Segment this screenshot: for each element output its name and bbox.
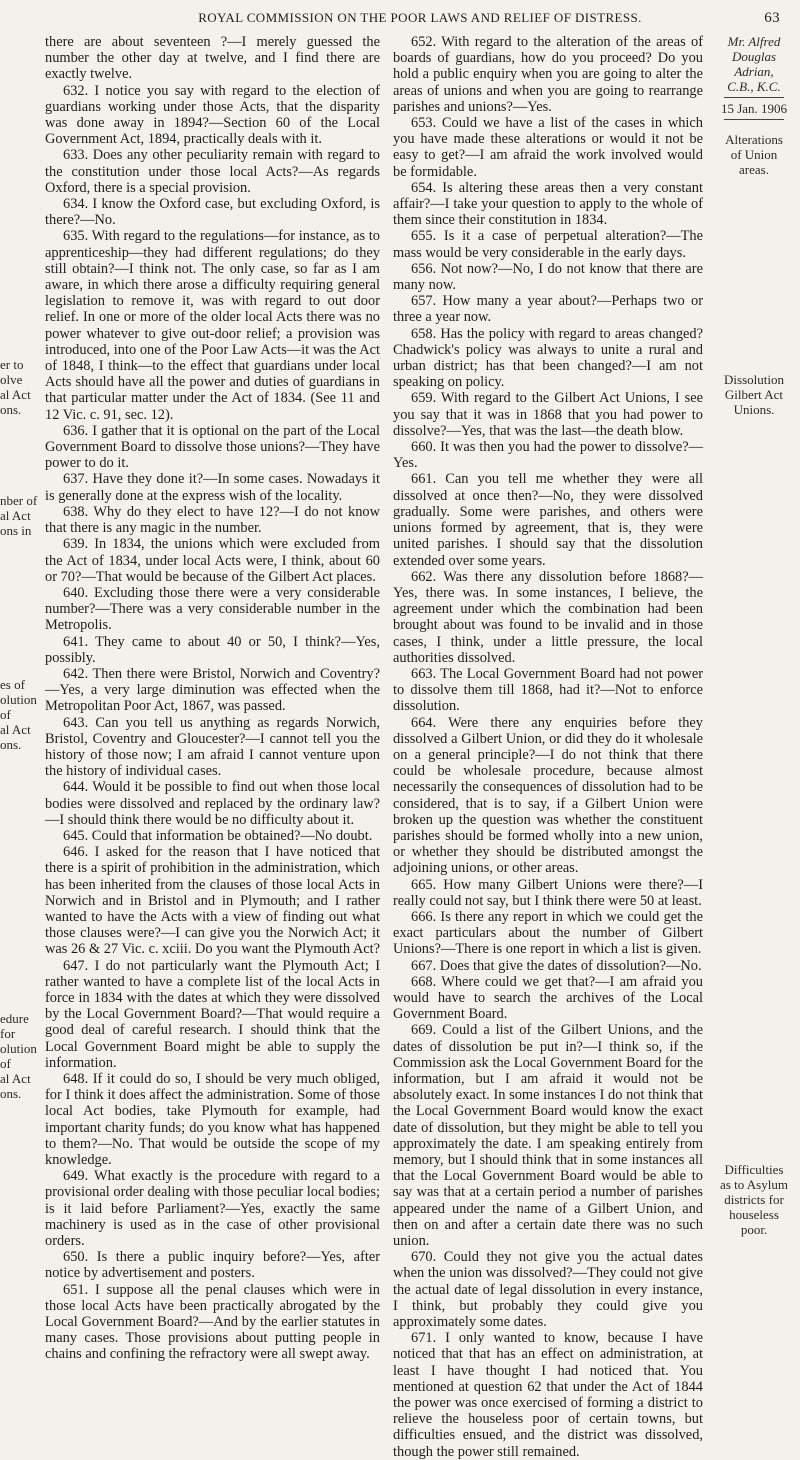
paragraph: 662. Was there any dissolution before 1868?—Yes, there was. In some instances, I believe, the agreement under which the combination had been brought about was found to be invalid and in those cases, I think, under a little pressure, the local authorities dissolved. <box>393 568 703 666</box>
side-note-line: of Union <box>730 147 778 162</box>
paragraph: 670. Could they not give you the actual dates when the union was dissolved?—They could not give the actual date of legal dissolution in every instance, I think, but probably they could give you approximately some dates. <box>393 1249 703 1331</box>
running-title: ROYAL COMMISSION ON THE POOR LAWS AND RELIEF OF DISTRESS. <box>198 10 642 25</box>
paragraph: 648. If it could do so, I should be very much obliged, for I think it does affect the administration. Some of those local Act bodies, take Plymouth for example, had important charity funds; do you know what has happened to them?—No. That would be outside the scope of my knowledge. <box>45 1071 380 1169</box>
paragraph: 653. Could we have a list of the cases in which you have made these alterations or would it not be easy to get?—I am afraid the work involved would be formidable. <box>393 115 703 180</box>
paragraph: 647. I do not particularly want the Plymouth Act; I rather wanted to have a complete list of the local Acts in force in 1834 with the dates at which they were dissolved by the Local Government Board?—That would require a good deal of careful research. I should think that the Local Government Board might be able to supply the information. <box>45 957 380 1071</box>
margin-note <box>0 493 37 538</box>
paragraph: 641. They came to about 40 or 50, I think?—Yes, possibly. <box>45 633 380 666</box>
paragraph: 635. With regard to the regulations—for instance, as to apprenticeship—they had different regulations; do they still obtain?—I think not. The only case, so far as I am aware, in which there arose a difficulty requiring general legislation to remove it, was with regard to out door relief. In one or more of the older local Acts there was no power whatever to give out-door relief; a provision was introduced, into one of the Poor Law Acts—it was the Act of 1848, I think—to the effect that guardians under local Acts should have all the power and duties of guardians in that particular matter under the Act of 1834. (See 11 and 12 Vic. c. 91, sec. 12). <box>45 228 380 423</box>
paragraph: 637. Have they done it?—In some cases. Nowadays it is generally done at the express wish of the locality. <box>45 471 380 504</box>
margin-note-line: al Act <box>0 508 31 523</box>
paragraph: 654. Is altering these areas then a very constant affair?—I take your question to apply to the whole of them since their constitution in 1834. <box>393 179 703 229</box>
side-note-line: as to Asylum <box>720 1177 788 1192</box>
paragraph: 658. Has the policy with regard to areas changed? Chadwick's policy was always to unite a rural and urban district; has that been changed?—I am not speaking on policy. <box>393 325 703 391</box>
paragraph: 633. Does any other peculiarity remain with regard to the constitution under those local Acts?—As regards Oxford, there is a special provision. <box>45 147 380 196</box>
side-note-line: Unions. <box>733 402 775 417</box>
side-note-line: districts for <box>724 1192 784 1207</box>
margin-note <box>0 677 40 752</box>
paragraph: 671. I only wanted to know, because I have noticed that that has an effect on administration, at least I have thought I had noticed that. You mentioned at question 62 that under the Act of 1844 the power was once exercised of forming a district to relieve the houseless poor of certain towns, but difficulties ensued, and the district was dissolved, though the power still remained. <box>393 1330 703 1460</box>
side-note-line: Alterations <box>725 132 783 147</box>
margin-note-line: olve <box>0 372 23 387</box>
paragraph: 651. I suppose all the penal clauses which were in those local Acts have been practically abrogated by the Local Government Board?—And by the earlier statutes in many cases. Those provisions about putting people in chains and confining the refractory were all swept away. <box>45 1281 380 1363</box>
paragraph: 660. It was then you had the power to dissolve?—Yes. <box>393 439 703 472</box>
paragraph: 634. I know the Oxford case, but excluding Oxford, is there?—No. <box>45 196 380 229</box>
side-note-line: areas. <box>739 162 769 177</box>
paragraph: 665. How many Gilbert Unions were there?—I really could not say, but I think there were 50 at least. <box>393 876 703 909</box>
paragraph: 657. How many a year about?—Perhaps two or three a year now. <box>393 293 703 326</box>
paragraph: 663. The Local Government Board had not power to dissolve them till 1868, had it?—Not to enforce dissolution. <box>393 665 703 715</box>
witness-name: Mr. Alfred Douglas Adrian, <box>727 34 781 79</box>
margin-note-line: es of <box>0 677 25 692</box>
right-column <box>393 34 703 1460</box>
margin-note-line: er to <box>0 357 24 372</box>
margin-note-line: al Act <box>0 722 31 737</box>
paragraph: 655. Is it a case of perpetual alteration?—The mass would be very considerable in the early days. <box>393 228 703 261</box>
side-note-line: poor. <box>740 1222 768 1237</box>
paragraph: 650. Is there a public inquiry before?—Yes, after notice by advertisement and posters. <box>45 1249 380 1282</box>
paragraph: 661. Can you tell me whether they were all dissolved at once then?—No, they were dissolved gradually. Some were parishes, and others were unions formed by agreement, that is, they were united parishes. I should say that the dissolution extended over some years. <box>393 471 703 569</box>
paragraph: 632. I notice you say with regard to the election of guardians working under those Acts, that the disparity was done away in 1894?—Section 60 of the Local Government Act, 1894, practically deals with it. <box>45 82 380 148</box>
paragraph: 646. I asked for the reason that I have noticed that there is a spirit of prohibition in the administration, which has been inherited from the clauses of those local Acts in Norwich and in Bristol and in Plymouth; and I rather wanted to have the Acts with a view of finding out what those clauses were?—I can give you the Norwich Act; it was 26 & 27 Vic. c. xciii. Do you want the Plymouth Act? <box>45 844 381 958</box>
margin-note-line: ons. <box>0 402 22 417</box>
paragraph: 644. Would it be possible to find out when those local bodies were dissolved and replaced by the ordinary law?—I should think there would be no difficulty about it. <box>45 779 380 828</box>
left-column <box>45 34 380 1363</box>
margin-note-line: ons in <box>0 523 32 538</box>
margin-note <box>0 1011 40 1101</box>
margin-note-line: olution of <box>0 692 37 722</box>
witness-date: 15 Jan. 1906 <box>720 101 788 116</box>
side-note <box>711 1162 797 1237</box>
side-note-line: Gilbert Act <box>724 387 784 402</box>
side-note <box>711 372 797 417</box>
paragraph: 669. Could a list of the Gilbert Unions, and the dates of dissolution be put in?—I think so, if the Commission ask the Local Government Board for the information, but I am afraid it would not be absolutely exact. In some instances I do not think that the Local Government Board would know the exact date of dissolution, but they might be able to tell you approximately the date. I am speaking entirely from memory, but I should think that in some instances all that the Local Government Board would be able to say was that at a certain period a number of parishes appeared under the name of a Gilbert Union, and then on and after a certain date there was no such union. <box>393 1022 703 1250</box>
paragraph: 659. With regard to the Gilbert Act Unions, I see you say that it was in 1868 that you had power to dissolve?—Yes, that was the last—the death blow. <box>393 390 703 439</box>
margin-note-line: ons. <box>0 737 22 752</box>
page-number: 63 <box>764 10 780 26</box>
side-note-line: Dissolution <box>724 372 784 387</box>
side-note-line: Difficulties <box>724 1162 784 1177</box>
margin-note-line: olution of <box>0 1041 37 1071</box>
paragraph: 640. Excluding those there were a very considerable number?—There was a very considerable number in the Metropolis. <box>45 584 380 634</box>
margin-note <box>0 357 31 417</box>
paragraph: 656. Not now?—No, I do not know that there are many now. <box>393 260 703 294</box>
paragraph: 649. What exactly is the procedure with regard to a provisional order dealing with those peculiar local bodies; is it laid before Parliament?—Yes, exactly the same machinery is used as in the case of other provisional orders. <box>45 1168 380 1250</box>
page-header <box>60 10 780 26</box>
paragraph: 666. Is there any report in which we could get the exact particulars about the number of Gilbert Unions?—There is one report in which a list is given. <box>393 908 703 958</box>
witness-honours: C.B., K.C. <box>727 79 781 94</box>
paragraph: there are about seventeen ?—I merely guessed the number the other day at twelve, and I find there are exactly twelve. <box>45 34 380 83</box>
divider <box>724 119 784 120</box>
margin-note-line: nber of <box>0 493 38 508</box>
paragraph: 639. In 1834, the unions which were excluded from the Act of 1834, under local Acts were, I think, about 60 or 70?—That would be because of the Gilbert Act places. <box>45 536 380 585</box>
paragraph: 642. Then there were Bristol, Norwich and Coventry?—Yes, a very large diminution was effected when the Metropolitan Poor Act, 1867, was passed. <box>45 665 380 715</box>
paragraph: 636. I gather that it is optional on the part of the Local Government Board to dissolve those unions?—They have power to do it. <box>45 422 380 472</box>
side-note-line: houseless <box>729 1207 779 1222</box>
margin-note-line: al Act <box>0 387 31 402</box>
paragraph: 668. Where could we get that?—I am afraid you would have to search the archives of the Local Government Board. <box>393 973 703 1023</box>
paragraph: 652. With regard to the alteration of the areas of boards of guardians, how do you proceed? Do you hold a public enquiry when you are going to alter the areas of unions and when you are going to rearrange parishes and unions?—Yes. <box>393 34 703 115</box>
margin-note-line: al Act <box>0 1071 31 1086</box>
paragraph: 667. Does that give the dates of dissolution?—No. <box>411 957 702 974</box>
divider <box>724 97 784 98</box>
margin-note-line: ons. <box>0 1086 22 1101</box>
paragraph: 664. Were there any enquiries before they dissolved a Gilbert Union, or did they do it wholesale on a general principle?—I do not think that there could be wholesale procedure, because almost necessarily the consequences of dissolution had to be considered, that is to say, if a Gilbert Union were broken up the question was whether the constituent parishes should be formed wholly into a new union, or whether they should be distributed amongst the adjoining unions, or other areas. <box>393 714 703 877</box>
paragraph: 643. Can you tell us anything as regards Norwich, Bristol, Coventry and Gloucester?—I cannot tell you the history of those now; I am afraid I cannot venture upon the history of individual cases. <box>45 714 380 780</box>
side-note <box>711 132 797 177</box>
witness-sidenote <box>711 34 797 123</box>
paragraph: 645. Could that information be obtained?—No doubt. <box>63 827 373 844</box>
margin-note-line: edure for <box>0 1011 29 1041</box>
paragraph: 638. Why do they elect to have 12?—I do not know that there is any magic in the number. <box>45 503 380 537</box>
